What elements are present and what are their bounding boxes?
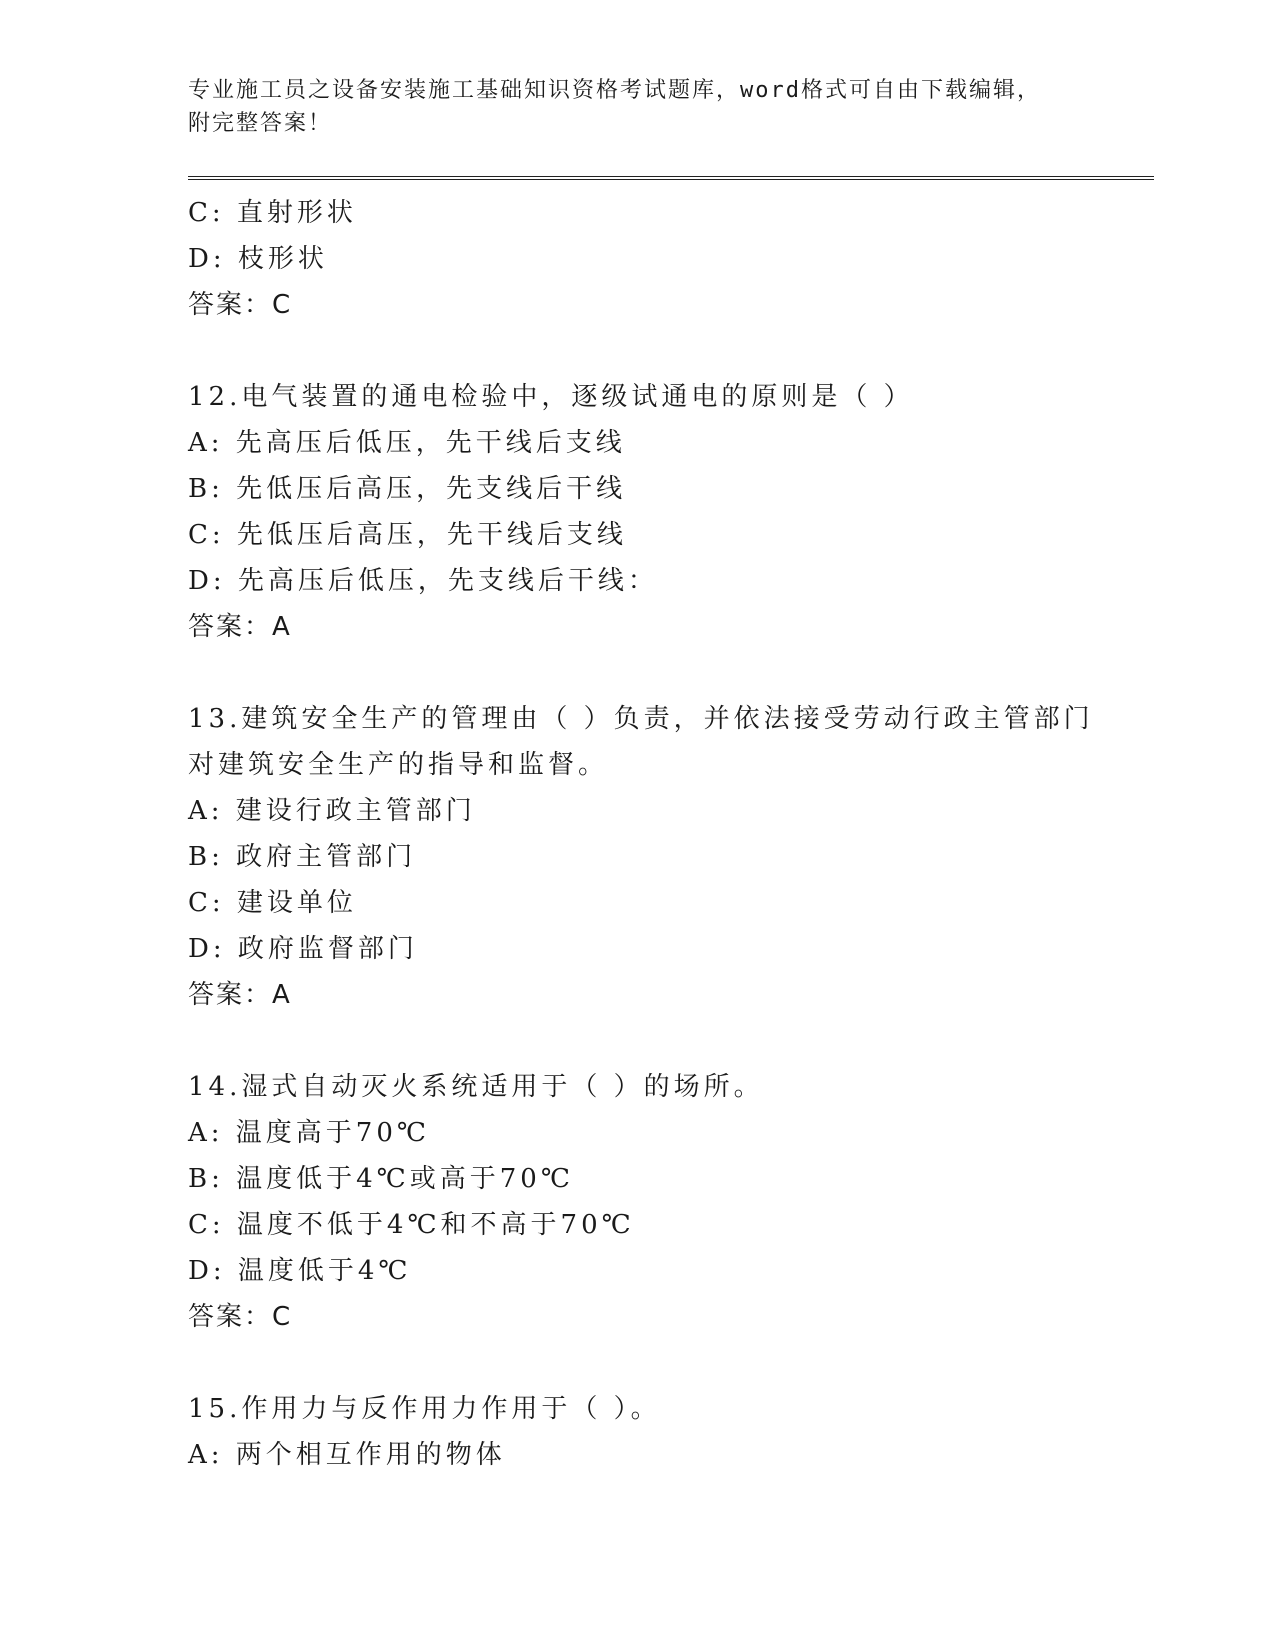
answer-line: 答案：C bbox=[188, 1302, 293, 1332]
header-line-2: 附完整答案！ bbox=[188, 111, 333, 136]
document-header bbox=[188, 74, 1068, 140]
option-c: C: 先低压后高压，先干线后支线 bbox=[188, 520, 627, 550]
answer-line: 答案：A bbox=[188, 980, 292, 1010]
option-d: D: 先高压后低压，先支线后干线： bbox=[188, 566, 658, 596]
option-a: A: 两个相互作用的物体 bbox=[188, 1440, 506, 1470]
header-divider bbox=[188, 176, 1154, 180]
option-c: C: 直射形状 bbox=[188, 198, 357, 228]
spacer bbox=[188, 650, 1088, 696]
question-list bbox=[188, 190, 1094, 1478]
answer-line: 答案：C bbox=[188, 290, 293, 320]
option-c: C: 温度不低于4℃和不高于70℃ bbox=[188, 1210, 635, 1240]
spacer bbox=[188, 328, 1088, 374]
option-b: B: 温度低于4℃或高于70℃ bbox=[188, 1164, 574, 1194]
question-stem: 12.电气装置的通电检验中，逐级试通电的原则是（ ） bbox=[188, 382, 914, 412]
option-b: B: 先低压后高压，先支线后干线 bbox=[188, 474, 627, 504]
header-line-1: 专业施工员之设备安装施工基础知识资格考试题库，word格式可自由下载编辑， bbox=[188, 78, 1041, 103]
answer-line: 答案：A bbox=[188, 612, 292, 642]
spacer bbox=[188, 1340, 1088, 1386]
question-stem-line-2: 对建筑安全生产的指导和监督。 bbox=[188, 750, 609, 780]
question-14 bbox=[188, 1064, 1088, 1340]
option-d: D: 枝形状 bbox=[188, 244, 328, 274]
question-12 bbox=[188, 374, 1088, 650]
option-a: A: 温度高于70℃ bbox=[188, 1118, 430, 1148]
question-stem-line-1: 13.建筑安全生产的管理由（ ）负责，并依法接受劳动行政主管部门 bbox=[188, 704, 1094, 734]
option-c: C: 建设单位 bbox=[188, 888, 357, 918]
option-a: A: 先高压后低压，先干线后支线 bbox=[188, 428, 626, 458]
option-d: D: 温度低于4℃ bbox=[188, 1256, 412, 1286]
spacer bbox=[188, 1018, 1088, 1064]
question-stem: 14.湿式自动灭火系统适用于（ ）的场所。 bbox=[188, 1072, 764, 1102]
option-a: A: 建设行政主管部门 bbox=[188, 796, 476, 826]
option-b: B: 政府主管部门 bbox=[188, 842, 417, 872]
question-15 bbox=[188, 1386, 1088, 1478]
question-11-tail bbox=[188, 190, 1088, 328]
question-13 bbox=[188, 696, 1094, 1018]
option-d: D: 政府监督部门 bbox=[188, 934, 418, 964]
question-stem: 15.作用力与反作用力作用于（ ）。 bbox=[188, 1394, 661, 1424]
